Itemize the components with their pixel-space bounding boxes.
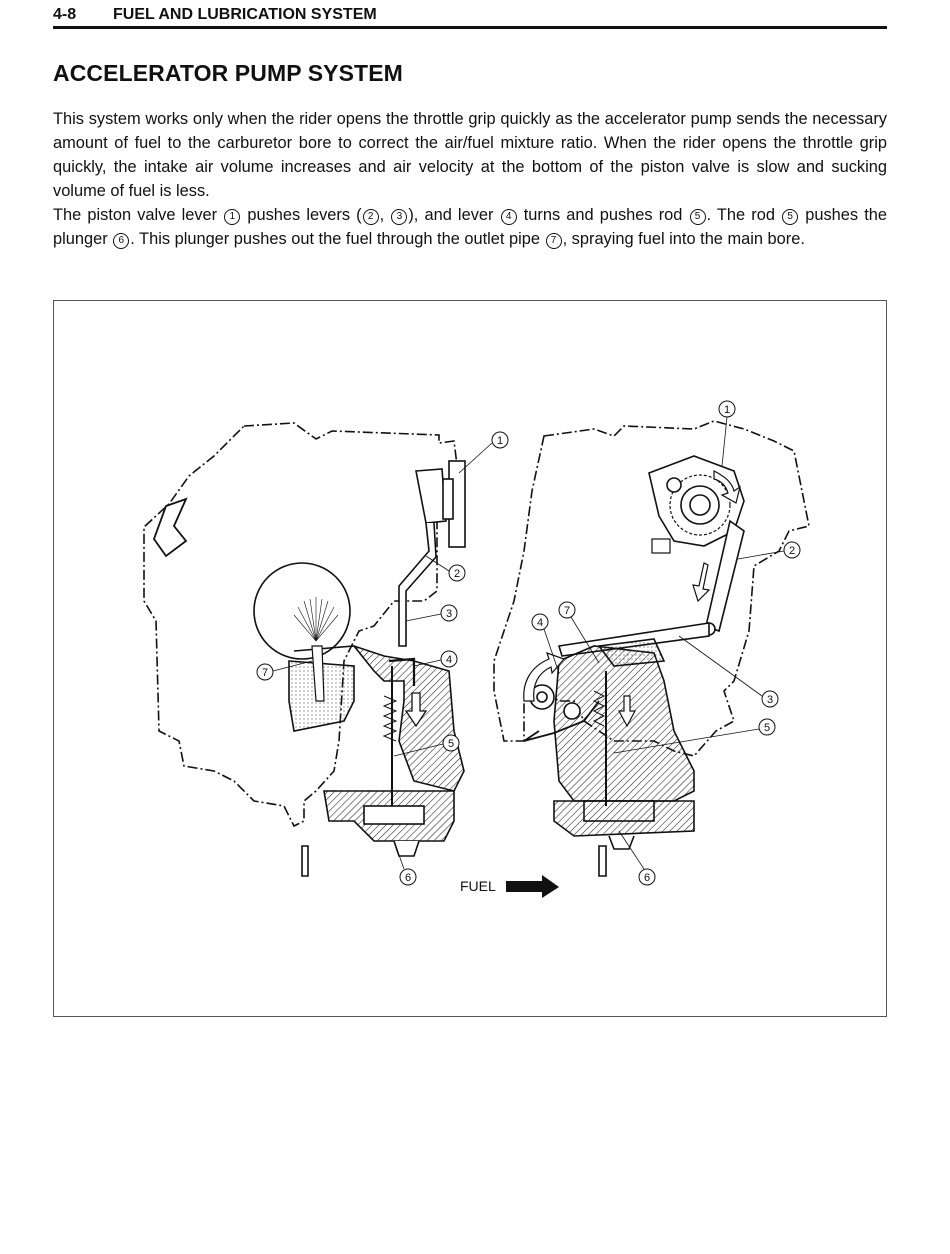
p2-text: ,: [379, 206, 385, 224]
left-callout-7: 7: [261, 667, 269, 679]
right-pulley-inner: [690, 495, 710, 515]
left-callout-6: 6: [404, 872, 412, 884]
circled-number: 5: [690, 209, 706, 225]
right-bottom-tube: [599, 846, 606, 876]
left-callout-4: 4: [445, 654, 453, 666]
right-callout-6: 6: [643, 872, 651, 884]
left-lever-plate: [416, 469, 446, 523]
circled-number: 2: [363, 209, 379, 225]
right-callout-4: 4: [536, 617, 544, 629]
circled-number: 7: [546, 233, 562, 249]
left-callout-1: 1: [496, 435, 504, 447]
p2-text: . The rod: [706, 206, 775, 224]
circled-number: 1: [224, 209, 240, 225]
section-title: FUEL AND LUBRICATION SYSTEM: [113, 6, 377, 23]
right-small-block: [652, 539, 670, 553]
circled-number: 6: [113, 233, 129, 249]
page-number: 4-8: [53, 6, 77, 23]
fuel-arrow-icon: [506, 875, 559, 898]
diagram-canvas: [54, 301, 886, 1016]
circled-number: 4: [501, 209, 517, 225]
right-main-body: [554, 646, 694, 801]
page-title: ACCELERATOR PUMP SYSTEM: [53, 60, 403, 86]
left-callout-5: 5: [447, 738, 455, 750]
left-carburetor: [144, 423, 508, 885]
left-plunger: [364, 806, 424, 824]
right-carburetor: [494, 401, 809, 885]
left-bottom-tube: [302, 846, 308, 876]
left-callout-2: 2: [453, 568, 461, 580]
p2-text: turns and pushes rod: [523, 206, 683, 224]
left-link-rod: [399, 523, 436, 646]
carburetor-diagram: [53, 300, 887, 1017]
paragraph-2: [53, 203, 887, 251]
left-venturi-circle: [254, 563, 350, 659]
right-float-bowl: [554, 801, 694, 836]
right-callout-2: 2: [788, 545, 796, 557]
p2-text: pushes levers (: [247, 206, 362, 224]
right-callout-5: 5: [763, 722, 771, 734]
p2-text: , spraying fuel into the main bore.: [562, 230, 805, 248]
left-callout-3: 3: [445, 608, 453, 620]
right-callout-7: 7: [563, 605, 571, 617]
right-callout-3: 3: [766, 694, 774, 706]
p2-text: . This plunger pushes out the fuel through the outlet pipe: [130, 230, 540, 248]
fuel-label: FUEL: [460, 878, 496, 894]
p2-text: pushes the plunger: [53, 206, 887, 248]
circled-number: 5: [782, 209, 798, 225]
p2-text: ), and lever: [408, 206, 494, 224]
circled-number: 3: [391, 209, 407, 225]
left-hook: [154, 499, 186, 556]
right-down-arrow: [693, 563, 709, 601]
header-rule: [53, 26, 887, 29]
body-text: [53, 107, 887, 251]
page-header: [53, 4, 887, 26]
p2-text: The piston valve lever: [53, 206, 218, 224]
left-spring: [384, 696, 396, 741]
paragraph-1: This system works only when the rider opens the throttle grip quickly as the accelerator pump sends the necessary amount of fuel to the carburetor bore to correct the air/fuel mixture ratio. When the rider opens the throttle grip quickly, the intake air volume increases and air velocity at the bottom of the piston valve is slow and sucking volume of fuel is less.: [53, 110, 887, 200]
right-callout-1: 1: [723, 404, 731, 416]
